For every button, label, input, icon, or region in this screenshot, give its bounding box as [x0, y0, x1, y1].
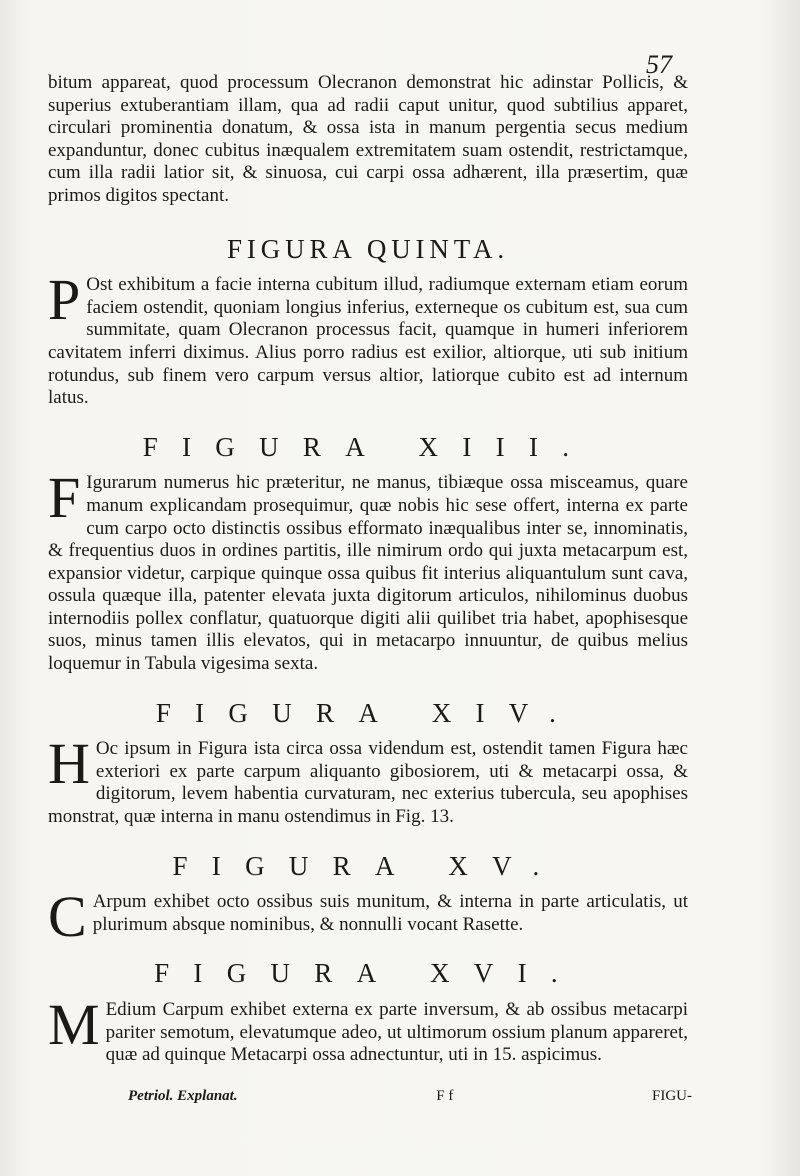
- footer-catchword: FIGU-: [652, 1088, 692, 1104]
- footer-signature-mark: F f: [436, 1088, 454, 1104]
- heading-figura-quinta: FIGURA QUINTA.: [227, 233, 509, 264]
- paragraph-figura-xiii: [48, 465, 688, 675]
- paragraph-figura-xv: [48, 884, 688, 950]
- dropcap-c: C: [48, 884, 87, 950]
- body-figura-xiii: Igurarum numerus hic præteritur, ne manus, tibiæque ossa misceamus, quare manum explicandam prosequimur, quæ nobis hic sese offert, interna ex parte cum carpo octo distinctis ossibus efformato inæqualibus inter se, innominatis, & frequentius duos in ordines partitis, ille nimirum ordo qui juxta metacarpum est, expansior videtur, carpique quinque ossa quibus fit interius aliquantulum sunt cava, ossula quæque illa, patenter elevata juxta digitorum articulos, nihilominus duobus internodiis pollex conflatur, quatuorque digiti alii quilibet tria habet, apophisesque suos, minus tamen illis elevatos, qui in metacarpo innuuntur, de quibus melius loquemur in Tabula vigesima sexta.: [48, 472, 688, 675]
- dropcap-h: H: [48, 731, 90, 797]
- body-figura-xvi: Edium Carpum exhibet externa ex parte inversum, & ab ossibus metacarpi pariter semotum, elevatumque adeo, ut ultimorum ossium planum appareret, quæ ad quinque Metacarpi ossa adnectuntur, uti in 15. aspicimus.: [105, 999, 688, 1066]
- footer-signature: Petriol. Explanat.: [128, 1088, 238, 1104]
- dropcap-m: M: [48, 992, 100, 1057]
- heading-figura-xv: FIGURA XV.: [172, 850, 564, 881]
- intro-paragraph: bitum appareat, quod processum Olecranon demonstrat hic adinstar Pollicis, & superius extuberantiam illam, qua ad radii caput unitur, quod subtilius apparet, circulari prominentia donatum, & ossa ista in manum pergentia secus medium expanduntur, donec cubitus inæqualem extremitatem suam ostendit, restrictamque, cum illa radii latior sit, & sinuosa, cui carpi ossa adhærent, illa præsertim, quæ primos digitos spectant.: [48, 72, 688, 206]
- dropcap-f: F: [48, 465, 81, 531]
- paragraph-figura-xvi: [48, 992, 688, 1067]
- body-figura-xiv: Oc ipsum in Figura ista circa ossa videndum est, ostendit tamen Figura hæc exteriori ex parte carpum aliquanto gibosiorem, uti & metacarpi ossa, & digitorum, levem habentia curvaturam, nec exterius tubercula, seu apophises monstrat, quæ interna in manu ostendimus in Fig. 13.: [48, 738, 688, 828]
- paragraph-figura-xiv: [48, 731, 688, 828]
- heading-figura-xiii: FIGURA XIII.: [142, 431, 594, 462]
- heading-figura-xvi: FIGURA XVI.: [154, 958, 582, 989]
- dropcap-p: P: [48, 267, 81, 333]
- paragraph-figura-quinta: [48, 267, 688, 410]
- heading-figura-xiv: FIGURA XIV.: [155, 697, 581, 728]
- page-footer: [128, 1088, 692, 1105]
- body-figura-quinta: Ost exhibitum a facie interna cubitum illud, radiumque externam etiam eorum faciem ostendit, quoniam longius inferius, externeque os cubitum est, sua cum summitate, quam Olecranon processus facit, quamque in humeri inferiorem cavitatem inferri diximus. Alius porro radius est exilior, altiorque, uti sub initium rotundus, sub finem vero carpum versus altior, latiorque cubito est ad internum latus.: [48, 274, 688, 409]
- body-figura-xv: Arpum exhibet octo ossibus suis munitum, & interna in parte articulatis, ut plurimum absque nominibus, & nonnulli vocant Rasette.: [92, 891, 688, 935]
- page-number: 57: [646, 50, 672, 79]
- page-text: [48, 72, 688, 1067]
